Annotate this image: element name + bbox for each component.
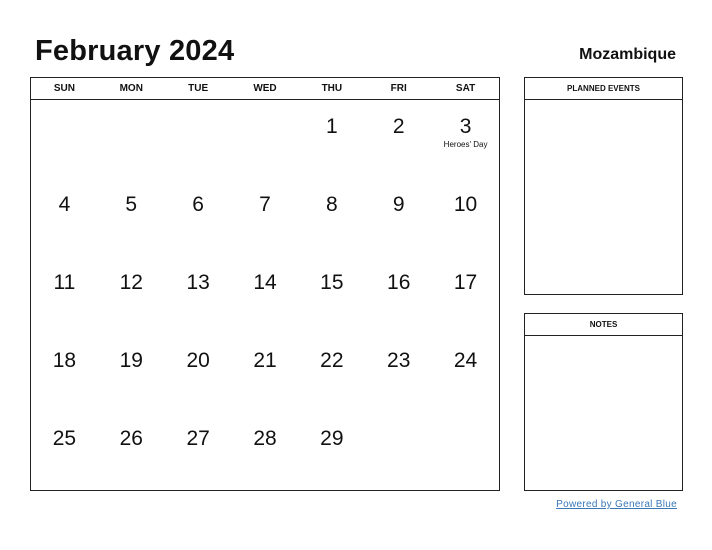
day-number: 28 [253, 427, 277, 450]
day-cell[interactable] [232, 256, 299, 334]
day-cell[interactable] [165, 256, 232, 334]
day-number: 22 [320, 349, 344, 372]
day-cell[interactable] [98, 412, 165, 490]
day-cell[interactable] [31, 178, 98, 256]
day-number: 21 [253, 349, 277, 372]
day-number: 27 [186, 427, 210, 450]
day-cell[interactable] [31, 256, 98, 334]
day-cell[interactable] [98, 100, 165, 178]
month-calendar [30, 77, 500, 491]
page-title: February 2024 [35, 35, 235, 67]
day-number: 16 [387, 271, 411, 294]
weekday-thu: THU [321, 83, 343, 94]
day-number: 20 [186, 349, 210, 372]
day-cell[interactable] [365, 178, 432, 256]
calendar-grid [31, 100, 499, 490]
day-number: 29 [320, 427, 344, 450]
day-cell[interactable] [298, 178, 365, 256]
day-cell[interactable] [365, 412, 432, 490]
day-number: 24 [453, 349, 478, 372]
day-number: 6 [192, 193, 204, 216]
day-cell[interactable] [31, 412, 98, 490]
weekday-sat: SAT [455, 83, 476, 94]
day-number: 10 [453, 193, 478, 216]
day-number: 2 [392, 115, 405, 138]
day-number: 25 [52, 427, 77, 450]
notes-heading: NOTES [525, 314, 682, 336]
day-cell[interactable] [365, 256, 432, 334]
day-cell[interactable] [432, 334, 499, 412]
day-cell[interactable] [365, 100, 432, 178]
day-cell[interactable] [432, 100, 499, 178]
weekday-mon: MON [119, 83, 143, 94]
day-number: 26 [119, 427, 143, 450]
day-cell[interactable] [98, 256, 165, 334]
day-number: 19 [119, 349, 143, 372]
powered-by-link[interactable]: Powered by General Blue [556, 499, 677, 510]
day-cell[interactable] [298, 100, 365, 178]
day-number: 8 [326, 193, 338, 216]
day-cell[interactable] [232, 412, 299, 490]
holiday-label: Heroes' Day [443, 140, 488, 149]
day-cell[interactable] [98, 178, 165, 256]
day-cell[interactable] [432, 412, 499, 490]
country-label: Mozambique [579, 46, 676, 63]
day-number: 23 [387, 349, 411, 372]
day-cell[interactable] [165, 100, 232, 178]
day-cell[interactable] [165, 334, 232, 412]
day-number: 14 [253, 271, 277, 294]
day-number: 13 [186, 271, 210, 294]
day-number: 7 [259, 193, 271, 216]
day-cell[interactable] [432, 178, 499, 256]
weekday-fri: FRI [390, 83, 407, 94]
day-number: 12 [119, 271, 143, 294]
weekday-sun: SUN [53, 83, 75, 94]
day-cell[interactable] [232, 334, 299, 412]
notes-panel[interactable] [524, 313, 683, 491]
day-number: 3 [459, 115, 472, 138]
planned-events-heading: PLANNED EVENTS [525, 78, 682, 100]
weekday-header [31, 78, 499, 100]
day-cell[interactable] [31, 334, 98, 412]
day-cell[interactable] [232, 178, 299, 256]
weekday-wed: WED [253, 83, 277, 94]
day-number: 9 [392, 193, 405, 216]
day-number: 17 [453, 271, 478, 294]
day-number: 1 [326, 115, 338, 138]
weekday-tue: TUE [188, 83, 209, 94]
day-cell[interactable] [165, 178, 232, 256]
day-cell[interactable] [165, 412, 232, 490]
day-cell[interactable] [365, 334, 432, 412]
day-cell[interactable] [98, 334, 165, 412]
day-number: 11 [53, 271, 76, 294]
day-number: 15 [320, 271, 344, 294]
day-cell[interactable] [432, 256, 499, 334]
day-number: 18 [52, 349, 77, 372]
day-cell[interactable] [298, 256, 365, 334]
day-cell[interactable] [298, 334, 365, 412]
day-number: 5 [125, 193, 138, 216]
planned-events-panel[interactable] [524, 77, 683, 295]
day-cell[interactable] [31, 100, 98, 178]
day-number: 4 [58, 193, 71, 216]
day-cell[interactable] [232, 100, 299, 178]
day-cell[interactable] [298, 412, 365, 490]
